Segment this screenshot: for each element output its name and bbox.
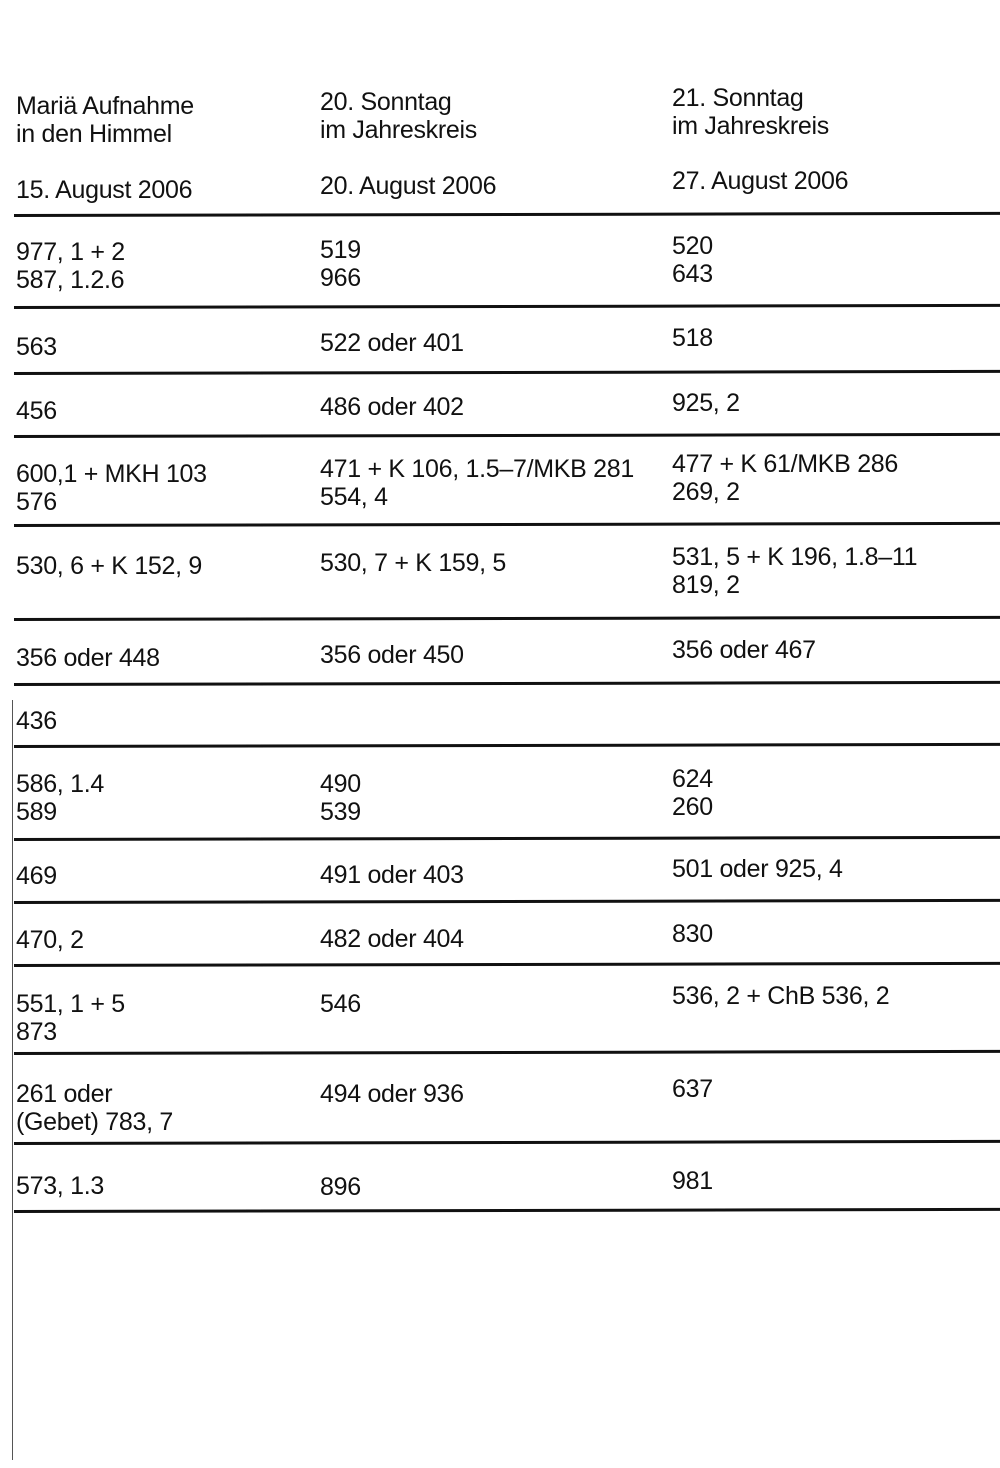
row-9-col-2: 491 oder 403 xyxy=(320,861,464,889)
row-10-col-3: 830 xyxy=(672,920,713,948)
row-rule xyxy=(14,433,1000,438)
row-2-col-1: 563 xyxy=(16,333,57,361)
row-1-col-2: 519 966 xyxy=(320,236,361,292)
row-11-col-3: 536, 2 + ChB 536, 2 xyxy=(672,982,890,1010)
row-3-col-3: 925, 2 xyxy=(672,389,740,417)
row-rule xyxy=(14,1208,1000,1213)
row-4-col-3: 477 + K 61/MKB 286 269, 2 xyxy=(672,450,899,506)
row-rule xyxy=(14,962,1000,967)
row-6-col-2: 356 oder 450 xyxy=(320,641,464,669)
row-11-col-2: 546 xyxy=(320,990,361,1018)
row-5-col-1: 530, 6 + K 152, 9 xyxy=(16,552,203,580)
row-10-col-2: 482 oder 404 xyxy=(320,925,464,953)
row-4-col-1: 600,1 + MKH 103 576 xyxy=(16,460,207,516)
row-rule xyxy=(14,743,1000,748)
row-6-col-1: 356 oder 448 xyxy=(16,644,160,672)
row-rule xyxy=(14,1050,1000,1055)
column-date-1: 15. August 2006 xyxy=(16,176,193,204)
row-rule xyxy=(14,616,1000,621)
column-title-1: Mariä Aufnahme in den Himmel xyxy=(16,92,194,148)
row-11-col-1: 551, 1 + 5 873 xyxy=(16,990,125,1046)
row-5-col-3: 531, 5 + K 196, 1.8–11 819, 2 xyxy=(672,543,918,599)
column-date-2: 20. August 2006 xyxy=(320,172,497,200)
row-10-col-1: 470, 2 xyxy=(16,926,84,954)
scan-edge-line xyxy=(12,700,13,1460)
row-9-col-3: 501 oder 925, 4 xyxy=(672,855,843,883)
row-rule xyxy=(14,836,1000,841)
row-8-col-1: 586, 1.4 589 xyxy=(16,770,104,826)
row-rule xyxy=(14,899,1000,904)
column-date-3: 27. August 2006 xyxy=(672,167,849,195)
row-3-col-1: 456 xyxy=(16,397,57,425)
row-rule xyxy=(14,370,1000,375)
row-1-col-1: 977, 1 + 2 587, 1.2.6 xyxy=(16,238,125,294)
row-12-col-3: 637 xyxy=(672,1075,713,1103)
column-title-2: 20. Sonntag im Jahreskreis xyxy=(320,88,477,144)
row-8-col-2: 490 539 xyxy=(320,770,361,826)
row-rule xyxy=(14,681,1000,686)
header-rule xyxy=(14,212,1000,217)
row-rule xyxy=(14,1140,1000,1145)
row-13-col-2: 896 xyxy=(320,1173,361,1201)
row-2-col-2: 522 oder 401 xyxy=(320,329,464,357)
row-rule xyxy=(14,522,1000,527)
row-9-col-1: 469 xyxy=(16,862,57,890)
row-8-col-3: 624 260 xyxy=(672,765,713,821)
row-rule xyxy=(14,304,1000,309)
row-3-col-2: 486 oder 402 xyxy=(320,393,464,421)
row-1-col-3: 520 643 xyxy=(672,232,713,288)
row-2-col-3: 518 xyxy=(672,324,713,352)
row-6-col-3: 356 oder 467 xyxy=(672,636,816,664)
row-12-col-2: 494 oder 936 xyxy=(320,1080,464,1108)
row-5-col-2: 530, 7 + K 159, 5 xyxy=(320,549,507,577)
column-title-3: 21. Sonntag im Jahreskreis xyxy=(672,84,829,140)
row-13-col-3: 981 xyxy=(672,1167,713,1195)
row-7-col-1: 436 xyxy=(16,707,57,735)
row-4-col-2: 471 + K 106, 1.5–7/MKB 281 554, 4 xyxy=(320,455,634,511)
row-12-col-1: 261 oder (Gebet) 783, 7 xyxy=(16,1080,174,1136)
row-13-col-1: 573, 1.3 xyxy=(16,1172,104,1200)
